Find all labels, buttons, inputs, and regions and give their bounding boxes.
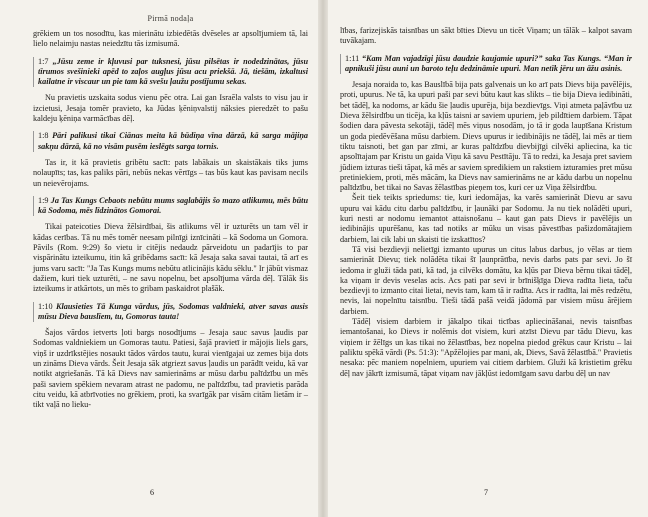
right-page: [322, 0, 648, 517]
running-head: Pirmā nodaļa: [147, 14, 194, 23]
verse-quote: [33, 196, 308, 217]
paragraph: Tā visi bezdievji nelietīgi izmanto upurus un citus labus darbus, jo vēlas ar tiem samierināt Dievu; tiek nolādēta tikai šī ļaunprātība, nevis darbs pats par sevi. Jo šī iedoma ir gluži tāda pati, kā tad, ja cilvēks domātu, ka kļūs par Dieva bērnu tikai tādēļ, ka viņam ir devis veselas acis. Acs pati par sevi ir brīnišķīga Dieva radīta lieta, taču bezdievji to izmanto citai lietai, nevis tam, kam tā ir radīta. Acs ir radīta, lai mēs redzētu, nevis, lai nopelnītu taisnību. Tieši tādā pašā veidā jādomā par visiem mūsu ārējiem darbiem.: [340, 244, 632, 316]
verse-ref: 1:8: [38, 131, 49, 141]
paragraph: lības, farizejiskās taisnības un sākt bīties Dievu un ticēt Viņam; un tālāk – kalpot savam tuvākajam.: [340, 26, 632, 46]
paragraph: Jesaja noraida to, kas Bauslībā bija pats galvenais un ko arī pats Dievs bija pavēlējis, proti, upurus. Ne tā, ka upuri paši par sevi būtu kaut kas slikts – tie bija Dieva iedibināti, bet tādēļ, ka nodoms, ar kādu šie ļaudis upurēja, bija bezdievīgs. Viņi atmeta paļāvību uz Dieva žēlsirdību un ticēja, ka kļūs taisni ar saviem upuriem, jeb pildītiem darbiem. Tāpat šodien dara pāvesta sekotāji, tādēļ mēs viņus nosodām, jo tā ir goda laupīšana Kristum un goda piedēvēšana mūsu darbiem. Dievs upurus ir iedibinājis ne tādēļ, lai mēs ar tiem tiktu taisnoti, bet gan par zīmi, ar kuras palīdzību dievbijīgi cilvēki apliecina, ka tic apsolītajam par Kristu un gaida Viņu kā savu Pestītāju. Tā to redzi, ka Jesaja pret saviem jūdiem izturas tieši tāpat, kā mēs ar saviem spredikiem un rakstiem izturamies pret mūsu pretiniekiem, proti, mēs mācām, ka Dievs nav samierināms ne ar kādu darbu un nopelnu palīdzību, bet tikai no Savas žēlastības pieņem tos, kuri cer uz Viņa žēlsirdību.: [340, 80, 632, 193]
paragraph: Šeit tiek teikts spriedums: tie, kuri iedomājas, ka varēs samierināt Dievu ar savu upuru vai kādu citu darbu palīdzību, ir ļaunāki par Sodomu. Ja nu tiek nolādēti upuri, kuri nesti ar nodomu iemantot attaisnošanu – kaut gan pats Dievs ir pavēlējis un iedibinājis upurēšanu, kas tad notiks ar mūku un visas pāvestības pašizdomātajiem darbiem, lai cik labi un skaisti tie izskatītos?: [340, 193, 632, 244]
verse-quote: [33, 302, 308, 323]
verse-text: „Jūsu zeme ir kļuvusi par tuksnesi, jūsu pilsētas ir nodedzinātas, jūsu tīrumos svešinieki apēd to zaļos augļus jūsu acu priekšā. Jā, tiešām, izkaltusi kailatne ir viscaur un pie tam kā svešu ļaužu postījumu sekas.: [38, 56, 309, 87]
verse-ref: 1:10: [38, 301, 53, 311]
paragraph: Nu pravietis uzskaita sodus vienu pēc otra. Lai gan Israēla valsts to visu jau ir izcietusi, Jesaja tomēr pravieto, ka Jūdas ķēniņvalstij nāksies pieredzēt to pašu kaldeju ķēniņa varmācības dēļ.: [33, 93, 308, 124]
book-gutter: [318, 0, 328, 517]
page-number: 7: [484, 488, 488, 497]
verse-text: Ja Tas Kungs Cebaots nebūtu mums saglabājis šo mazo atlikumu, mēs būtu kā Sodoma, mēs līdzinātos Gomorai.: [38, 195, 308, 216]
verse-quote: [33, 131, 308, 152]
paragraph: Šajos vārdos ietverts ļoti bargs nosodījums – Jesaja sauc savus ļaudis par Sodomas valdniekiem un Gomoras tautu. Patiesi, šajā pravietī ir mājojis liels gars, viņš ir uzdrīkstējies nosaukt tādos vārdos tautu, kurai vienīgajai uz zemes bija dots un zināms Dieva vārds. Šeit Jesaja sāk atgriezt savus ļaudis un parādīt veidu, kā var notikt atgriešanās. Tā kā Dievs nav samierināms ar mūsu darbu palīdzību un mēs paši saviem spēkiem nevaram atrast ne padomu, ne palīdzību, tad pravietis parāda citu veidu, kā atbrīvoties no grēkiem, proti, ka svarīgāk par visām citām lietām ir – tikt vaļā no lieku-: [33, 328, 308, 410]
verse-quote: [340, 54, 632, 75]
paragraph: Tikai pateicoties Dieva žēlsirdībai, šis atlikums vēl ir uzturēts un tam vēl ir kādas cerības. Tā nu mēs tomēr neesam pilnīgi iznīcināti – kā Sodoma un Gomora. Pāvils (Rom. 9:29) šo vietu ir citējis nedaudz pārveidotu un padarījis to par vispārinātu izteikumu, itin kā gribēdams sacīt: kā Jesaja saka savai tautai, tā arī es jums varu sacīt: "Ja Tas Kungs mums nebūtu atlicinājis kādu sēklu." Ir jābūt vismaz dažiem, kuri tiek uzturēti, – ne savu nopelnu, bet apsolījuma vārda dēļ. Tālāk šis izteikums ir atkārtots, un mēs to gribam paskaidrot plašāk.: [33, 222, 308, 294]
left-page: [0, 0, 322, 517]
verse-ref: 1:7: [38, 56, 49, 66]
verse-text: Pāri palikusi tikai Ciānas meita kā būdiņa vīna dārzā, kā sarga mājiņa sakņu dārzā, kā no visām pusēm ieslēgts sarga tornis.: [38, 131, 308, 151]
verse-text: “Kam Man vajadzīgi jūsu daudzie kaujamie upuri?” saka Tas Kungs. “Man ir apnikuši jūsu auni un baroto teļu dedzināmie upuri. Man netīk jēru un āžu asinis.: [345, 53, 632, 73]
verse-ref: 1:11: [345, 53, 360, 63]
verse-ref: 1:9: [38, 195, 49, 205]
paragraph: grēkiem un tos nosodītu, kas mierinātu izbiedētās dvēseles ar apsolījumiem tā, lai lielo nelaimju nastas neiedzītu tās izmisumā.: [33, 29, 308, 49]
verse-text: Klausieties Tā Kunga vārdus, jūs, Sodomas valdnieki, atver savas ausis mūsu Dieva bauslīem, tu, Gomoras tauta!: [38, 301, 309, 321]
paragraph: Tādēļ visiem darbiem ir jākalpo tikai ticības apliecināšanai, nevis taisnības iemantošanai, ko Dievs ir nolēmis dot visiem, kuri atzīst Dievu par tādu Dievu, kas viņiem ir žēlīgs un kas tikai no žēlastības, bez nopelna piedod grēkus caur Kristu – lai paliktu spēkā vārdi (Ps. 51:3): "Apžēlojies par mani, ak, Dievs, Savā žēlastībā." Pravietis nesaka: pēc maniem nopelniem, upuriem vai citiem darbiem. Gluži kā kristietim grēku dēļ nav jākrīt izmisumā, tāpat viņam nav jākļūst iedomīgam savu darbu dēļ un nav: [340, 317, 632, 378]
verse-quote: [33, 57, 308, 88]
paragraph: Tas ir, it kā pravietis gribētu sacīt: pats labākais un skaistākais tiks jums nolaupīts; tas, kas paliks pāri, nebūs nekas vērtīgs – tas būs kaut kas pavisam necils un neievērojams.: [33, 157, 308, 188]
page-number: 6: [150, 488, 154, 497]
